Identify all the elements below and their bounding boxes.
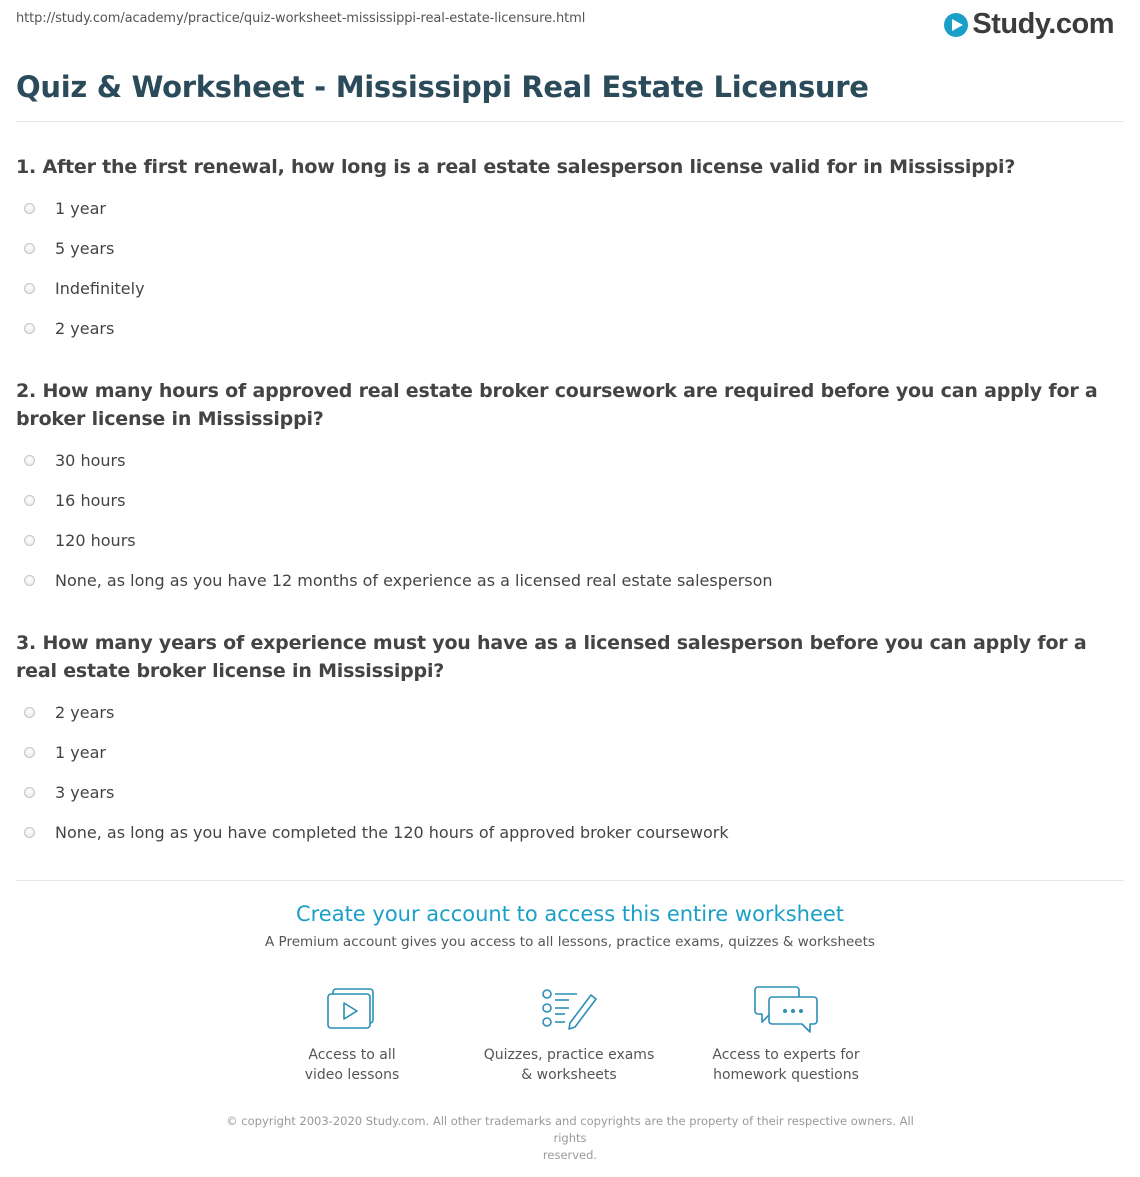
- answer-label: None, as long as you have 12 months of experience as a licensed real estate salesperson: [55, 570, 773, 590]
- answer-option[interactable]: [16, 692, 1124, 732]
- answer-label: None, as long as you have completed the 120 hours of approved broker coursework: [55, 822, 729, 842]
- answer-option[interactable]: [16, 268, 1124, 308]
- divider: [16, 880, 1124, 881]
- play-circle-icon: [944, 13, 968, 37]
- divider: [16, 121, 1124, 122]
- feature-label: & worksheets: [521, 1067, 617, 1083]
- answer-option[interactable]: [16, 732, 1124, 772]
- radio-button[interactable]: [24, 455, 35, 466]
- question-1: [16, 153, 1124, 348]
- cta-subtitle: A Premium account gives you access to all lessons, practice exams, quizzes & worksheets: [265, 934, 875, 950]
- question-text: 3. How many years of experience must you have as a licensed salesperson before you can apply for a real estate broker license in Mississippi?: [16, 632, 1087, 682]
- feature-experts: [686, 985, 886, 1085]
- answer-options: [16, 440, 1124, 600]
- answer-options: [16, 692, 1124, 852]
- feature-label: Quizzes, practice exams: [483, 1047, 655, 1063]
- page-title: Quiz & Worksheet - Mississippi Real Estate Licensure: [16, 70, 869, 104]
- radio-button[interactable]: [24, 203, 35, 214]
- feature-quizzes: [469, 987, 669, 1085]
- answer-option[interactable]: [16, 560, 1124, 600]
- feature-video-lessons: [252, 987, 452, 1085]
- question-text: 1. After the first renewal, how long is a real estate salesperson license valid for in Mississippi?: [16, 156, 1016, 178]
- radio-button[interactable]: [24, 243, 35, 254]
- question-3: [16, 629, 1124, 852]
- radio-button[interactable]: [24, 495, 35, 506]
- answer-label: 3 years: [55, 782, 115, 802]
- question-2: [16, 377, 1124, 600]
- answer-label: 2 years: [55, 318, 115, 338]
- radio-button[interactable]: [24, 707, 35, 718]
- radio-button[interactable]: [24, 283, 35, 294]
- answer-label: 1 year: [55, 198, 106, 218]
- answer-label: Indefinitely: [55, 278, 145, 298]
- question-text: 2. How many hours of approved real estate broker coursework are required before you can apply for a broker license in Mississippi?: [16, 380, 1098, 430]
- cta-link[interactable]: Create your account to access this entire worksheet: [295, 902, 845, 926]
- feature-label: Access to experts for: [712, 1047, 860, 1063]
- copyright-line: © copyright 2003-2020 Study.com. All other trademarks and copyrights are the property of their respective owners. All rights: [226, 1114, 914, 1145]
- radio-button[interactable]: [24, 827, 35, 838]
- answer-option[interactable]: [16, 812, 1124, 852]
- radio-button[interactable]: [24, 323, 35, 334]
- logo-text: Study.com: [972, 8, 1114, 40]
- answer-label: 2 years: [55, 702, 115, 722]
- answer-label: 30 hours: [55, 450, 126, 470]
- answer-option[interactable]: [16, 440, 1124, 480]
- video-lesson-icon: [325, 987, 379, 1033]
- radio-button[interactable]: [24, 747, 35, 758]
- answer-option[interactable]: [16, 308, 1124, 348]
- copyright-line: reserved.: [542, 1148, 598, 1162]
- feature-label: Access to all: [308, 1047, 396, 1063]
- answer-option[interactable]: [16, 188, 1124, 228]
- study-logo[interactable]: [944, 8, 1114, 41]
- radio-button[interactable]: [24, 787, 35, 798]
- radio-button[interactable]: [24, 575, 35, 586]
- answer-label: 16 hours: [55, 490, 126, 510]
- answer-options: [16, 188, 1124, 348]
- quiz-checklist-icon: [539, 987, 599, 1033]
- copyright-notice: [210, 1113, 930, 1164]
- radio-button[interactable]: [24, 535, 35, 546]
- answer-option[interactable]: [16, 228, 1124, 268]
- answer-label: 5 years: [55, 238, 115, 258]
- answer-option[interactable]: [16, 772, 1124, 812]
- answer-label: 120 hours: [55, 530, 136, 550]
- feature-label: homework questions: [713, 1067, 859, 1083]
- chat-bubbles-icon: [754, 985, 818, 1035]
- answer-option[interactable]: [16, 520, 1124, 560]
- answer-option[interactable]: [16, 480, 1124, 520]
- answer-label: 1 year: [55, 742, 106, 762]
- page-url: http://study.com/academy/practice/quiz-worksheet-mississippi-real-estate-licensure.html: [16, 11, 586, 26]
- feature-label: video lessons: [304, 1067, 400, 1083]
